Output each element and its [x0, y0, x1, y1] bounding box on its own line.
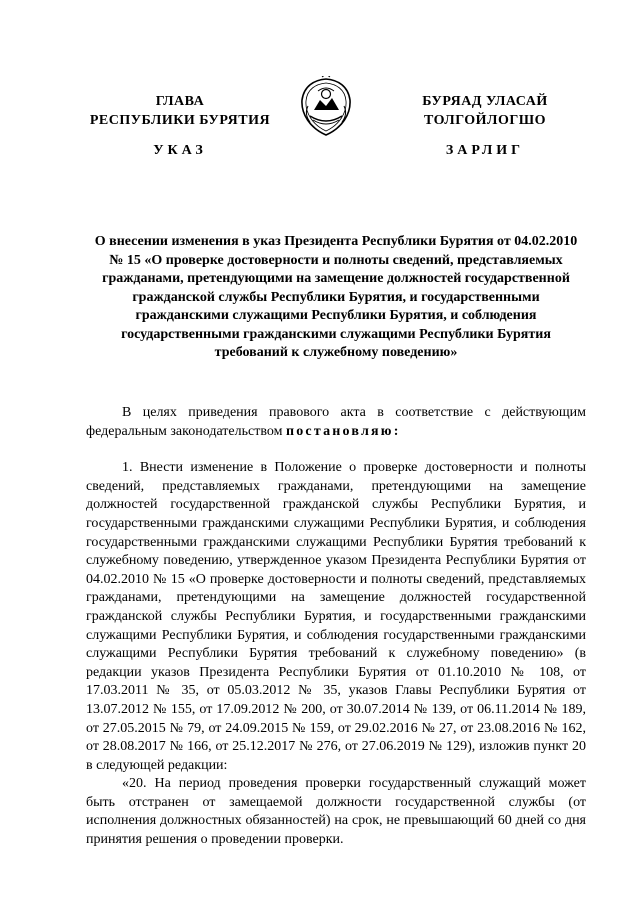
- issuer-line-2-buryat: ТОЛГОЙЛОГШО: [423, 113, 547, 128]
- document-type-russian: УКАЗ: [153, 143, 207, 158]
- clause-20-paragraph: «20. На период проведения проверки государственный служащий может быть отстранен от замещаемой должности государственной службы (от исполнения должностных обязанностей) на срок, не превышающий 60 дней со дня принятия решения о проведении проверки.: [86, 776, 586, 848]
- coat-of-arms-emblem-icon: [296, 76, 356, 138]
- preamble-emphasis: постановляю:: [285, 423, 401, 439]
- issuer-line-1-buryat: БУРЯАД УЛАСАЙ: [422, 94, 548, 109]
- issuer-header-buryat: [395, 92, 575, 130]
- document-type-buryat: ЗАРЛИГ: [445, 143, 525, 158]
- document-title: О внесении изменения в указ Президента Республики Бурятия от 04.02.2010 № 15 «О проверке достоверности и полноты сведений, представляемых гражданами, претендующими на замещение должностей государственной гражданской службы Республики Бурятия, и государственными гражданскими служащими Республики Бурятия, и соблюдения государственными гражданскими служащими Республики Бурятия требований к служебному поведению»: [94, 234, 578, 360]
- issuer-line-1: ГЛАВА: [155, 94, 205, 109]
- preamble-paragraph: [86, 404, 586, 441]
- document-body: [86, 404, 586, 850]
- clause-1-paragraph: 1. Внести изменение в Положение о проверке достоверности и полноты сведений, представляемых гражданами, претендующими на замещение должностей государственной гражданской службы Республики Бурятия, и государственными гражданскими служащими Республики Бурятия, и соблюдения государственными гражданскими служащими Республики Бурятия требований к служебному поведению, утвержденное указом Президента Республики Бурятия от 04.02.2010 № 15 «О проверке достоверности и полноты сведений, представляемых гражданами, претендующими на замещение должностей государственной гражданской службы Республики Бурятия, и государственными гражданскими служащими Республики Бурятия, и соблюдения государственными гражданскими служащими Республики Бурятия требований к служебному поведению» (в редакции указов Президента Республики Бурятия от 01.10.2010 № 108, от 17.03.2011 № 35, от 05.03.2012 № 35, указов Главы Республики Бурятия от 13.07.2012 № 155, от 17.09.2012 № 200, от 30.07.2014 № 139, от 06.11.2014 № 189, от 27.05.2015 № 79, от 24.09.2015 № 159, от 29.02.2016 № 27, от 23.08.2016 № 162, от 28.08.2017 № 166, от 25.12.2017 № 276, от 27.06.2019 № 129), изложив пункт 20 в следующей редакции:: [86, 460, 586, 773]
- issuer-header-russian: [60, 92, 300, 130]
- issuer-line-2: РЕСПУБЛИКИ БУРЯТИЯ: [89, 113, 271, 128]
- preamble-text: В целях приведения правового акта в соответствие с действующим федеральным законодательством: [86, 405, 586, 439]
